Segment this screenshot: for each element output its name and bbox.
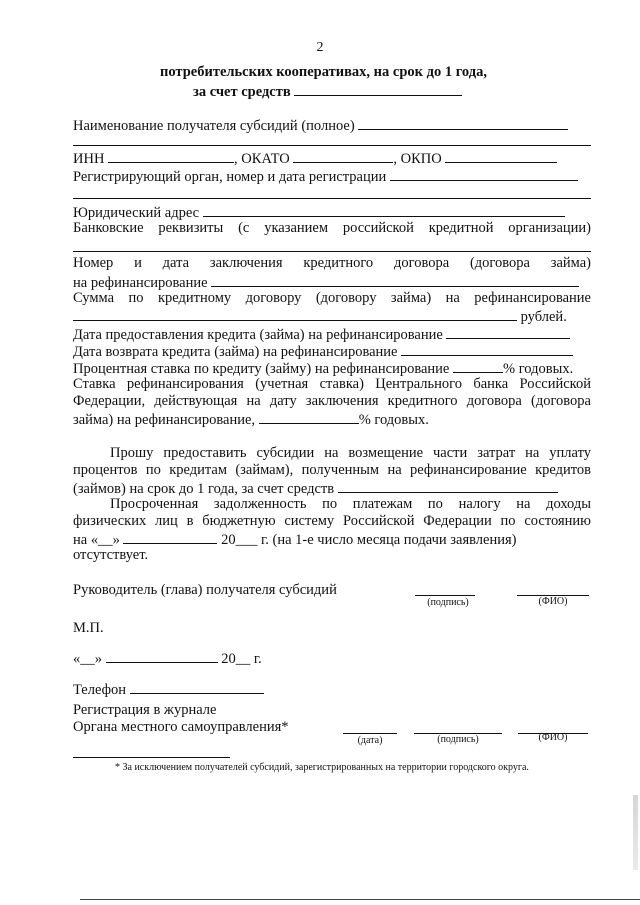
head-name-caption: (ФИО) [538,596,568,607]
registration-authority-blank [390,167,578,181]
return-date-blank [401,342,573,356]
debt-line-1: Просроченная задолженность по платежам по налогу на доходы [110,496,591,512]
sign-date-day: «__» [73,651,102,667]
cbr-rate-unit: % годовых. [358,412,429,428]
header-line-2 [193,82,493,101]
debt-date-day: на «__» [73,532,120,548]
cbr-rate-row-3 [73,410,591,429]
registration-sign-caption: (подпись) [437,734,479,745]
registration-authority-row [73,167,591,186]
interest-rate-unit: % годовых. [503,361,574,377]
okpo-blank [445,149,557,163]
inn-blank [108,149,234,163]
footnote: * За исключением получателей субсидий, зарегистрированных на территории городского округа. [115,762,529,773]
contract-label-2: на рефинансирование [73,275,208,291]
credit-sum-unit: рублей. [520,309,567,325]
cbr-rate-blank [259,410,359,424]
cbr-rate-label-2: Федерации, действующая на дату заключения кредитного договора (договора [73,393,591,409]
inn-label: ИНН [73,151,105,167]
registration-line-1: Регистрация в журнале [73,702,217,718]
recipient-name-blank [358,116,568,130]
phone-label: Телефон [73,682,126,698]
head-sign-caption: (подпись) [427,597,469,608]
head-label: Руководитель (глава) получателя субсидий [73,582,337,598]
debt-line-4: отсутствует. [73,547,149,563]
phone-row [73,680,591,699]
issue-date-blank [446,325,570,339]
registration-line-2: Органа местного самоуправления* [73,719,289,735]
registration-authority-line-2 [73,198,591,199]
return-date-label: Дата возврата кредита (займа) на рефинансирование [73,344,398,360]
legal-address-blank [203,203,565,217]
registration-date-caption: (дата) [357,735,383,746]
sign-date-year: 20__ г. [221,651,262,667]
request-line-1: Прошу предоставить субсидии на возмещение части затрат на уплату [110,445,591,461]
credit-sum-label: Сумма по кредитному договору (договору займа) на рефинансирование [73,290,591,306]
scan-bottom-edge [80,899,640,900]
funding-source-blank [294,82,462,96]
okato-blank [293,149,393,163]
okato-label: , ОКАТО [234,151,290,167]
page-number: 2 [316,40,324,55]
cbr-rate-label-3: займа) на рефинансирование, [73,412,256,428]
scan-edge-mark [633,795,638,870]
debt-date-blank [123,530,217,544]
footnote-separator [73,757,230,758]
header-line-1: потребительских кооперативах, на срок до 1 года, [160,64,487,80]
interest-rate-blank [453,359,503,373]
debt-date-rest: 20___ г. (на 1-е число месяца подачи заявления) [221,532,517,548]
debt-line-2: физических лиц в бюджетную систему Российской Федерации по состоянию [73,513,591,529]
recipient-name-label: Наименование получателя субсидий (полное) [73,118,355,134]
legal-address-label: Юридический адрес [73,205,200,221]
sign-date-blank [106,649,218,663]
bank-details-label: Банковские реквизиты (с указанием российской кредитной организации) [73,220,591,236]
registration-name-caption: (ФИО) [538,732,568,743]
interest-rate-label: Процентная ставка по кредиту (займу) на рефинансирование [73,361,450,377]
request-line-3: (займов) на срок до 1 года, за счет средств [73,481,335,497]
sign-date-row [73,649,591,668]
registration-date-line [343,733,397,734]
phone-blank [130,680,264,694]
request-line-2: процентов по кредитам (займам), полученным на рефинансирование кредитов [73,462,591,478]
stamp-label: М.П. [73,620,104,636]
recipient-name-line-2 [73,145,591,146]
okpo-label: , ОКПО [393,151,442,167]
issue-date-label: Дата предоставления кредита (займа) на рефинансирование [73,327,443,343]
recipient-name-row [73,116,591,135]
credit-sum-row-2 [73,307,591,326]
head-sign-line [415,595,475,596]
bank-details-line [73,251,591,252]
cbr-rate-label-1: Ставка рефинансирования (учетная ставка) Центрального банка Российской [73,376,591,392]
contract-blank [211,273,579,287]
codes-row [73,149,591,168]
request-source-blank [338,479,558,493]
contract-label-1: Номер и дата заключения кредитного договора (договора займа) [73,255,591,271]
registration-authority-label: Регистрирующий орган, номер и дата регистрации [73,169,387,185]
header-line-2-text: за счет средств [193,84,291,100]
credit-sum-blank [73,307,517,321]
